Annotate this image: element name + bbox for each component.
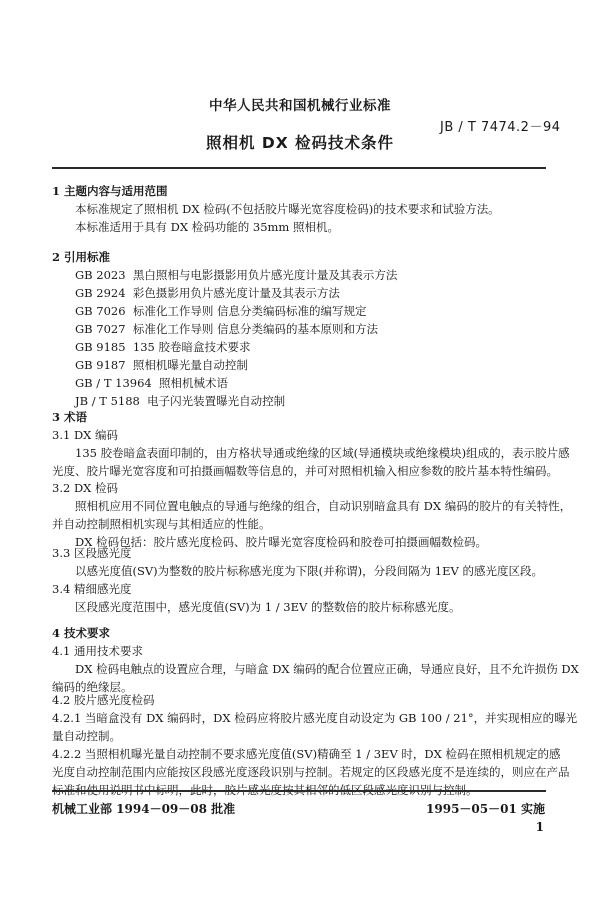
section-4-2-1-line-2: 量自动控制。: [52, 729, 121, 743]
approval-date: 机械工业部 1994－09－08 批准: [52, 802, 236, 816]
section-4-2-heading: 4.2 胶片感光度检码: [52, 693, 155, 707]
page-number: 1: [535, 820, 544, 834]
section-4-2-2-line-2: 光度自动控制范围内应能按区段感光度逐段识别与控制。若规定的区段感光度不是连续的，则应在产品: [52, 765, 570, 779]
section-3-1-heading: 3.1 DX 编码: [52, 428, 119, 442]
effective-date: 1995－05－01 实施: [426, 802, 545, 816]
section-4-1-heading: 4.1 通用技术要求: [52, 644, 143, 658]
section-1-heading: 1 主题内容与适用范围: [52, 184, 168, 198]
reference-code: GB 9185: [75, 340, 126, 354]
reference-code: GB 7026: [75, 304, 126, 318]
section-3-heading: 3 术语: [52, 410, 88, 424]
section-4-1-line-2: 编码的绝缘层。: [52, 680, 133, 694]
reference-code: GB 9187: [75, 358, 126, 372]
section-1-para-1: 本标准规定了照相机 DX 检码(不包括胶片曝光宽容度检码)的技术要求和试验方法。: [75, 202, 500, 216]
reference-item: [75, 393, 285, 409]
section-4-2-1-line-1: 4.2.1 当暗盒没有 DX 编码时，DX 检码应将胶片感光度自动设定为 GB 100 / 21°，并实现相应的曝光: [52, 711, 578, 725]
standard-org: 中华人民共和国机械行业标准: [209, 98, 391, 114]
section-1-para-2: 本标准适用于具有 DX 检码功能的 35mm 照相机。: [75, 220, 339, 234]
bottom-rule: [52, 790, 546, 792]
section-3-1-line-1: 135 胶卷暗盒表面印制的，由方格状导通或绝缘的区域(导通模块或绝缘模块)组成的，表示胶片感: [75, 446, 570, 460]
section-4-1-line-1: DX 检码电触点的设置应合理，与暗盒 DX 编码的配合位置应正确，导通应良好，且不允许损伤 DX: [75, 662, 579, 676]
section-3-3-line-1: 以感光度值(SV)为整数的胶片标称感光度为下限(并称谓)，分段间隔为 1EV 的感光度区段。: [75, 564, 543, 578]
section-3-4-heading: 3.4 精细感光度: [52, 582, 132, 596]
reference-item: [75, 285, 340, 301]
reference-title: 标准化工作导则 信息分类编码的基本原则和方法: [132, 322, 379, 336]
reference-item: [75, 321, 378, 337]
reference-title: 135 胶卷暗盒技术要求: [132, 340, 251, 354]
standard-code: JB / T 7474.2－94: [440, 120, 561, 135]
top-rule: [52, 167, 546, 169]
section-4-heading: 4 技术要求: [52, 626, 111, 640]
reference-title: 照相机曝光量自动控制: [132, 358, 248, 372]
reference-title: 彩色摄影用负片感光度计量及其表示方法: [132, 286, 340, 300]
reference-title: 黑白照相与电影摄影用负片感光度计量及其表示方法: [132, 268, 398, 282]
reference-code: GB 7027: [75, 322, 126, 336]
reference-code: GB 2023: [75, 268, 126, 282]
reference-item: [75, 357, 248, 373]
reference-code: GB / T 13964: [75, 376, 152, 390]
section-3-1-line-2: 光度、胶片曝光宽容度和可拍摄画幅数等信息的，并可对照相机输入相应参数的胶片基本特性编码。: [52, 464, 558, 478]
reference-item: [75, 339, 250, 355]
reference-code: GB 2924: [75, 286, 126, 300]
reference-title: 标准化工作导则 信息分类编码标准的编写规定: [132, 304, 367, 318]
document-title: 照相机 DX 检码技术条件: [205, 134, 395, 152]
section-4-2-2-line-1: 4.2.2 当照相机曝光量自动控制不要求感光度值(SV)精确至 1 / 3EV 时，DX 检码在照相机规定的感: [52, 747, 561, 761]
reference-title: 电子闪光装置曝光自动控制: [147, 394, 286, 408]
section-3-2-line-2: 并自动控制照相机实现与其相适应的性能。: [52, 517, 271, 531]
reference-code: JB / T 5188: [75, 394, 140, 408]
reference-item: [75, 375, 228, 391]
reference-item: [75, 267, 397, 283]
section-3-2-heading: 3.2 DX 检码: [52, 481, 119, 495]
section-3-3-heading: 3.3 区段感光度: [52, 546, 132, 560]
reference-item: [75, 303, 367, 319]
section-3-2-line-1: 照相机应用不同位置电触点的导通与绝缘的组合，自动识别暗盒具有 DX 编码的胶片的有关特性，: [75, 499, 572, 513]
reference-title: 照相机械术语: [159, 376, 229, 390]
section-3-2-line-3: DX 检码包括：胶片感光度检码、胶片曝光宽容度检码和胶卷可拍摄画幅数检码。: [75, 535, 488, 549]
section-3-4-line-1: 区段感光度范围中，感光度值(SV)为 1 / 3EV 的整数倍的胶片标称感光度。: [75, 600, 461, 614]
section-2-heading: 2 引用标准: [52, 250, 111, 264]
